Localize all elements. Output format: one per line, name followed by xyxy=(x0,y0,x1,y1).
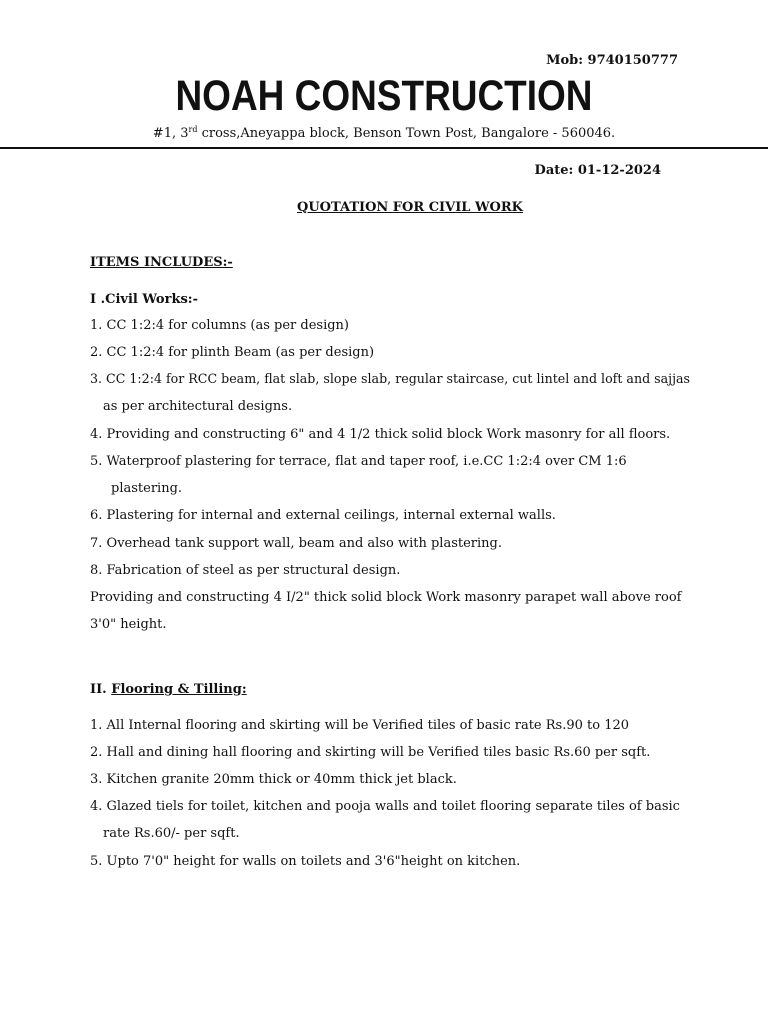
address-suffix: cross,Aneyappa block, Benson Town Post, Bangalore - 560046. xyxy=(197,126,616,141)
document-title: QUOTATION FOR CIVIL WORK xyxy=(297,200,523,215)
civil-works-heading xyxy=(90,292,198,307)
flooring-prefix: II. xyxy=(90,682,112,697)
civil-parapet-line: Providing and constructing 4 I/2" thick solid block Work masonry parapet wall above roof xyxy=(90,590,682,605)
civil-item-2: 2. CC 1:2:4 for plinth Beam (as per design) xyxy=(90,345,375,360)
flooring-item-5: 5. Upto 7'0" height for walls on toilets and 3'6"height on kitchen. xyxy=(90,854,521,869)
civil-item-8: 8. Fabrication of steel as per structural design. xyxy=(90,563,401,578)
flooring-item-4: 4. Glazed tiels for toilet, kitchen and pooja walls and toilet flooring separate tiles of basic xyxy=(90,799,680,814)
flooring-title: Flooring & Tilling: xyxy=(111,682,247,697)
civil-works-title: Civil Works: xyxy=(105,292,193,307)
civil-parapet-line-continued: 3'0" height. xyxy=(90,617,167,632)
items-heading: ITEMS INCLUDES:- xyxy=(90,255,233,270)
flooring-item-1: 1. All Internal flooring and skirting will be Verified tiles of basic rate Rs.90 to 120 xyxy=(90,718,630,733)
civil-item-1: 1. CC 1:2:4 for columns (as per design) xyxy=(90,318,349,333)
civil-works-prefix: I . xyxy=(90,292,106,307)
civil-item-4: 4. Providing and constructing 6" and 4 1/2 thick solid block Work masonry for all floors. xyxy=(90,427,671,442)
civil-item-3-continued: as per architectural designs. xyxy=(103,399,293,414)
civil-item-6: 6. Plastering for internal and external ceilings, internal external walls. xyxy=(90,508,556,523)
company-name: NOAH CONSTRUCTION xyxy=(175,72,593,120)
company-address xyxy=(0,125,768,141)
flooring-heading xyxy=(90,682,247,697)
civil-works-suffix: - xyxy=(192,292,198,307)
address-prefix: #1, 3 xyxy=(152,126,189,141)
civil-item-5-continued: plastering. xyxy=(111,481,183,496)
mobile-number: Mob: 9740150777 xyxy=(546,53,678,68)
flooring-item-4-continued: rate Rs.60/- per sqft. xyxy=(103,826,240,841)
flooring-item-3: 3. Kitchen granite 20mm thick or 40mm thick jet black. xyxy=(90,772,457,787)
address-superscript: rd xyxy=(188,125,198,134)
civil-item-7: 7. Overhead tank support wall, beam and also with plastering. xyxy=(90,536,502,551)
flooring-item-2: 2. Hall and dining hall flooring and skirting will be Verified tiles basic Rs.60 per sqft. xyxy=(90,745,651,760)
civil-item-5: 5. Waterproof plastering for terrace, flat and taper roof, i.e.CC 1:2:4 over CM 1:6 xyxy=(90,454,627,469)
header-divider xyxy=(0,147,768,149)
quotation-date: Date: 01-12-2024 xyxy=(534,163,661,178)
civil-item-3: 3. CC 1:2:4 for RCC beam, flat slab, slope slab, regular staircase, cut lintel and loft and sajjas xyxy=(90,372,691,387)
